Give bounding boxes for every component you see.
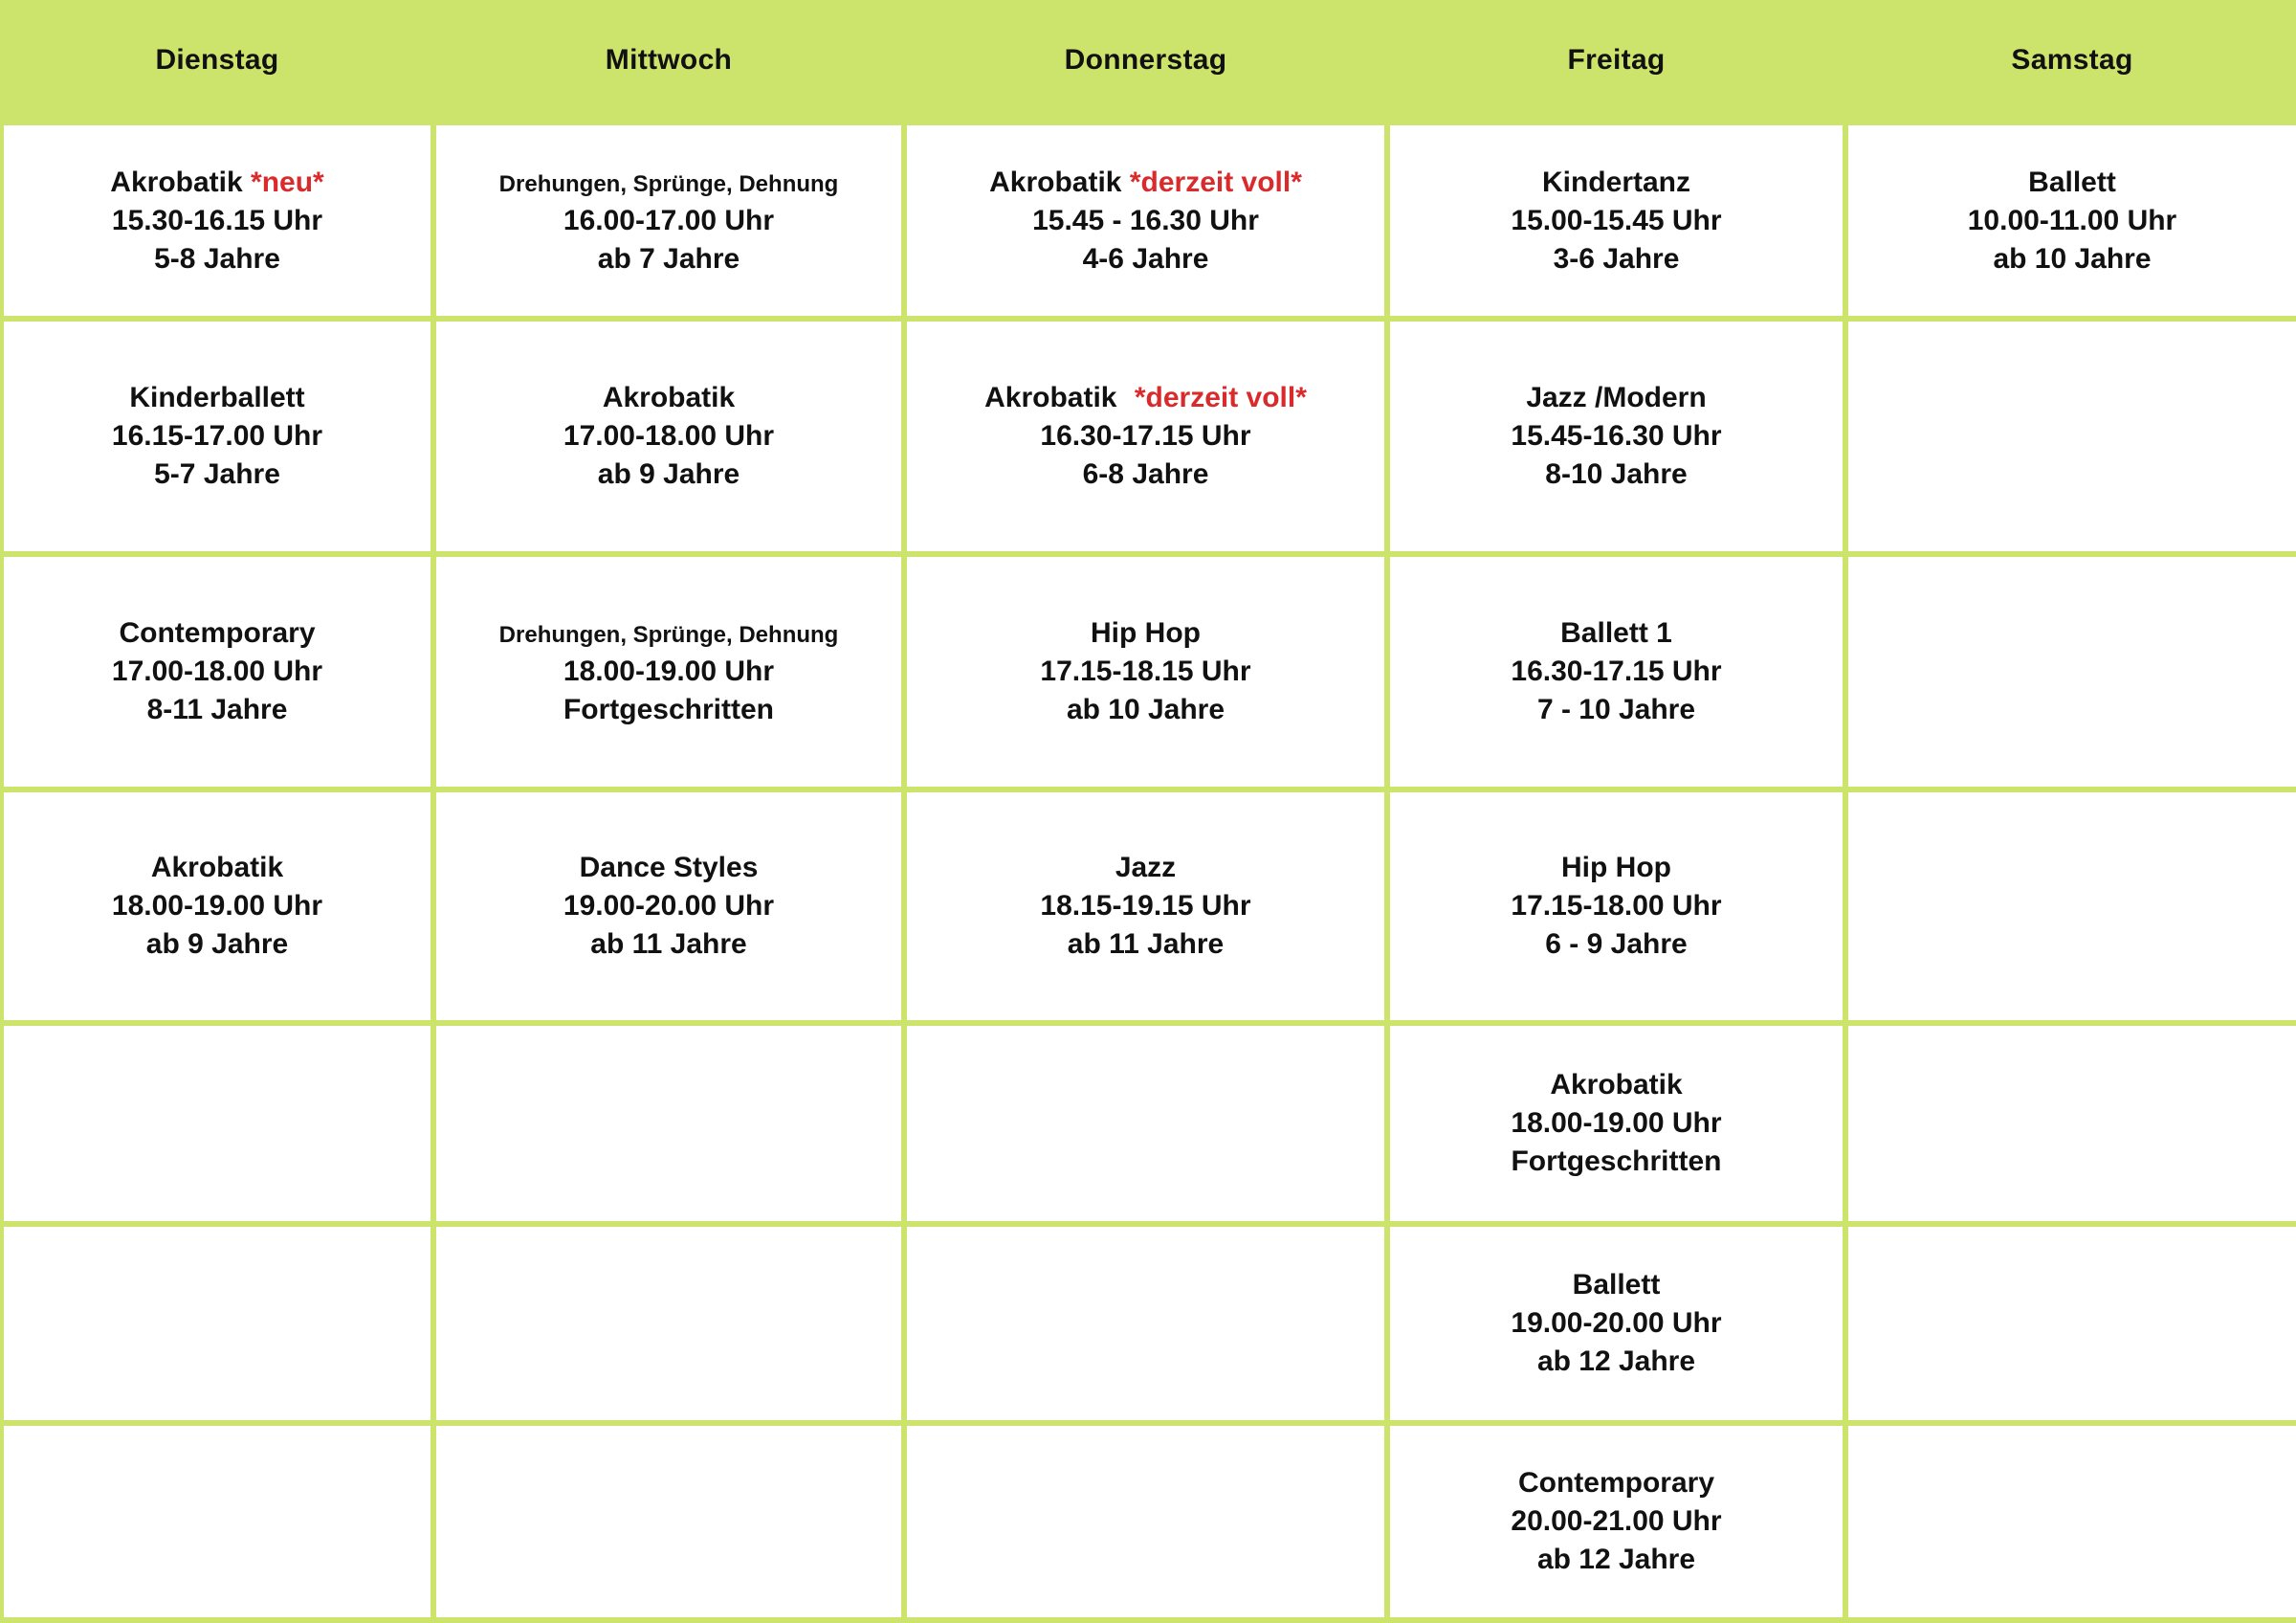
empty-slot-samstag [1848,792,2296,1020]
day-header-dienstag: Dienstag [4,0,430,120]
class-title: Contemporary [1517,1467,1715,1499]
empty-slot-dienstag [4,1426,430,1617]
class-title: Akrobatik [1550,1069,1683,1101]
empty-slot-dienstag [4,1026,430,1221]
class-title-line [989,164,1302,202]
class-title: Ballett [2028,166,2116,198]
class-time: 16.30-17.15 Uhr [1040,420,1251,452]
empty-slot-samstag [1848,322,2296,551]
class-time: 20.00-21.00 Uhr [1511,1505,1722,1537]
class-slot-samstag [1848,125,2296,316]
day-header-freitag: Freitag [1390,0,1843,120]
day-header-donnerstag: Donnerstag [907,0,1384,120]
class-title: Akrobatik [602,382,736,413]
class-slot-mittwoch [436,557,901,787]
class-title-line [1542,164,1690,202]
class-title-line [1573,1266,1661,1304]
empty-slot-samstag [1848,1227,2296,1420]
class-title: Akrobatik [150,852,284,883]
class-slot-dienstag [4,125,430,316]
class-time: 16.00-17.00 Uhr [563,204,775,236]
class-title: Hip Hop [1091,617,1201,649]
class-slot-mittwoch [436,125,901,316]
class-slot-freitag [1390,125,1843,316]
class-title-line [129,379,304,417]
class-title: Hip Hop [1561,852,1671,883]
class-time: 17.15-18.00 Uhr [1511,890,1722,922]
class-time: 10.00-11.00 Uhr [1967,204,2177,236]
class-slot-donnerstag [907,792,1384,1020]
class-age: ab 10 Jahre [1066,694,1225,725]
class-time: 18.15-19.15 Uhr [1040,890,1251,922]
class-time: 19.00-20.00 Uhr [563,890,775,922]
class-title-line [1561,849,1671,887]
class-title: Ballett [1572,1269,1661,1301]
class-title: Ballett 1 [1560,617,1672,649]
class-age: Fortgeschritten [1511,1145,1722,1177]
empty-slot-dienstag [4,1227,430,1420]
class-time: 15.45-16.30 Uhr [1511,420,1722,452]
class-age: 3-6 Jahre [1553,242,1680,275]
class-time: 17.15-18.15 Uhr [1040,656,1251,687]
class-title: Akrobatik [989,166,1122,198]
class-slot-mittwoch [436,792,901,1020]
class-age: ab 11 Jahre [1067,928,1225,960]
day-header-mittwoch: Mittwoch [436,0,901,120]
class-time: 16.30-17.15 Uhr [1511,656,1722,687]
class-title-line [499,164,839,202]
class-slot-dienstag [4,322,430,551]
status-tag: *derzeit voll* [1129,166,1302,198]
class-title-line [2028,164,2116,202]
class-title-line [1115,849,1176,887]
empty-slot-donnerstag [907,1426,1384,1617]
class-slot-freitag [1390,557,1843,787]
class-title: Kindertanz [1541,166,1690,198]
class-slot-freitag [1390,1026,1843,1221]
class-title: Jazz /Modern [1526,382,1707,413]
empty-slot-mittwoch [436,1227,901,1420]
class-title: Kinderballett [129,382,305,413]
class-title: Dance Styles [579,852,759,883]
class-time: 17.00-18.00 Uhr [563,420,775,452]
class-title: Drehungen, Sprünge, Dehnung [498,622,839,648]
class-age: ab 10 Jahre [1993,242,2152,275]
empty-slot-donnerstag [907,1227,1384,1420]
class-age: 5-7 Jahre [154,458,280,490]
class-age: ab 12 Jahre [1536,1544,1696,1575]
class-time: 15.30-16.15 Uhr [111,204,323,236]
class-time: 18.00-19.00 Uhr [111,890,323,922]
class-slot-freitag [1390,792,1843,1020]
class-slot-freitag [1390,322,1843,551]
class-title-line [1526,379,1706,417]
empty-slot-samstag [1848,1426,2296,1617]
class-time: 16.15-17.00 Uhr [111,420,323,452]
class-title-line [603,379,735,417]
class-title-line [580,849,759,887]
empty-slot-mittwoch [436,1026,901,1221]
status-tag: *neu* [251,166,324,198]
class-age: 8-10 Jahre [1545,458,1688,490]
class-age: 4-6 Jahre [1082,242,1209,275]
class-slot-mittwoch [436,322,901,551]
class-age: 5-8 Jahre [154,242,280,275]
class-time: 15.00-15.45 Uhr [1511,204,1722,236]
empty-slot-mittwoch [436,1426,901,1617]
class-title-line [1518,1464,1714,1502]
class-time: 15.45 - 16.30 Uhr [1032,204,1259,236]
class-slot-donnerstag [907,125,1384,316]
class-age: Fortgeschritten [563,694,775,725]
empty-slot-samstag [1848,1026,2296,1221]
class-title: Akrobatik [984,382,1117,413]
class-title-line [984,379,1307,417]
class-age: ab 9 Jahre [597,458,740,490]
status-tag: *derzeit voll* [1134,382,1307,413]
class-title: Jazz [1115,852,1177,883]
class-age: ab 7 Jahre [597,242,740,275]
class-age: ab 12 Jahre [1536,1345,1696,1377]
class-title: Drehungen, Sprünge, Dehnung [498,170,839,197]
class-age: 7 - 10 Jahre [1536,694,1696,725]
class-title: Akrobatik [110,166,243,198]
class-age: ab 11 Jahre [590,928,747,960]
class-age: ab 9 Jahre [145,928,289,960]
class-time: 17.00-18.00 Uhr [111,656,323,687]
class-slot-dienstag [4,557,430,787]
class-time: 19.00-20.00 Uhr [1511,1307,1722,1339]
class-slot-donnerstag [907,557,1384,787]
class-title-line [1560,614,1672,653]
class-slot-freitag [1390,1227,1843,1420]
class-title-line [1091,614,1201,653]
class-slot-dienstag [4,792,430,1020]
class-title: Contemporary [119,617,316,649]
class-time: 18.00-19.00 Uhr [563,656,775,687]
class-age: 8-11 Jahre [146,694,288,725]
class-title-line [119,614,315,653]
class-title-line [110,164,323,202]
day-header-samstag: Samstag [1848,0,2296,120]
class-title-line [1550,1066,1682,1104]
class-slot-freitag [1390,1426,1843,1617]
class-age: 6-8 Jahre [1082,458,1209,490]
empty-slot-donnerstag [907,1026,1384,1221]
empty-slot-samstag [1848,557,2296,787]
class-time: 18.00-19.00 Uhr [1511,1107,1722,1139]
class-slot-donnerstag [907,322,1384,551]
class-title-line [499,614,839,653]
class-title-line [151,849,283,887]
class-age: 6 - 9 Jahre [1545,928,1688,960]
